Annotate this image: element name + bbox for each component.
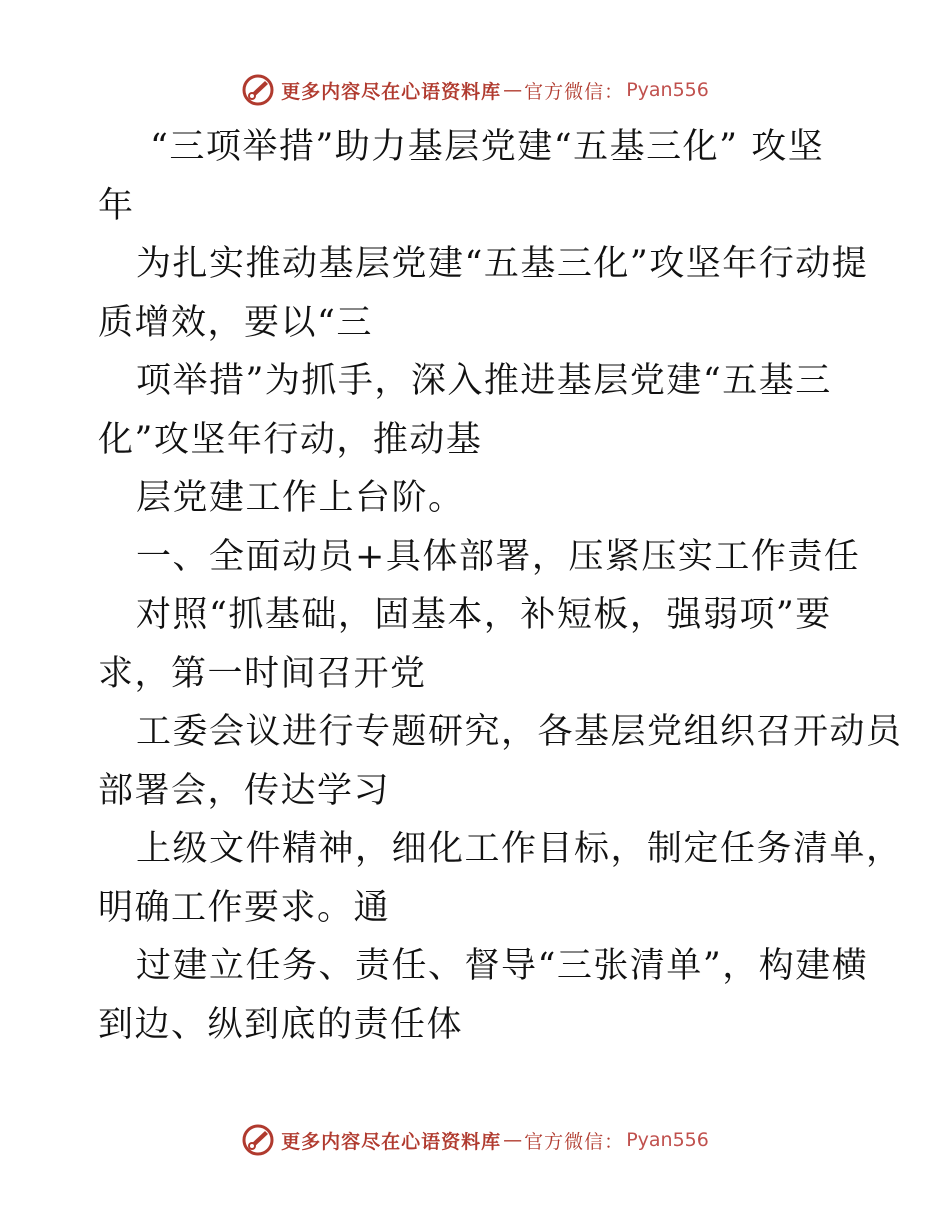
header-watermark xyxy=(0,70,950,110)
watermark-main-text: 更多内容尽在心语资料库 xyxy=(281,1130,502,1153)
paragraph-line: 过建立任务、责任、督导“三张清单”，构建横 xyxy=(136,946,869,986)
paragraph-line: 质增效，要以“三 xyxy=(98,302,373,343)
section-heading: 一、全面动员+具体部署，压紧压实工作责任 xyxy=(136,536,861,577)
watermark-dash: — xyxy=(503,1129,523,1151)
watermark-sub-text: 官方微信： xyxy=(524,80,625,103)
brand-logo-icon xyxy=(241,73,275,107)
document-title-line-2: 年 xyxy=(98,185,135,226)
paragraph-line: 部署会，传达学习 xyxy=(98,770,391,811)
watermark-dash: — xyxy=(503,79,523,101)
paragraph-line: 明确工作要求。通 xyxy=(98,887,391,928)
paragraph-line: 层党建工作上台阶。 xyxy=(136,478,465,518)
document-body xyxy=(98,118,903,1054)
paragraph-line: 求，第一时间召开党 xyxy=(98,653,427,694)
watermark-sub-text: 官方微信： xyxy=(524,1130,625,1153)
paragraph-line: 工委会议进行专题研究，各基层党组织召开动员 xyxy=(136,712,903,752)
document-title-line-1: “三项举措”助力基层党建“五基三化” 攻坚 xyxy=(150,127,825,167)
watermark-wechat-id: Pyan556 xyxy=(626,1129,709,1151)
brand-logo-icon xyxy=(241,1123,275,1157)
paragraph-line: 为扎实推动基层党建“五基三化”攻坚年行动提 xyxy=(136,244,869,284)
watermark-main-text: 更多内容尽在心语资料库 xyxy=(281,80,502,103)
paragraph-line: 对照“抓基础，固基本，补短板，强弱项”要 xyxy=(136,595,832,635)
paragraph-line: 上级文件精神，细化工作目标，制定任务清单， xyxy=(136,829,903,869)
footer-watermark xyxy=(0,1120,950,1160)
watermark-wechat-id: Pyan556 xyxy=(626,79,709,101)
paragraph-line: 化”攻坚年行动，推动基 xyxy=(98,419,483,460)
paragraph-line: 到边、纵到底的责任体 xyxy=(98,1004,464,1045)
paragraph-line: 项举措”为抓手，深入推进基层党建“五基三 xyxy=(136,361,832,401)
